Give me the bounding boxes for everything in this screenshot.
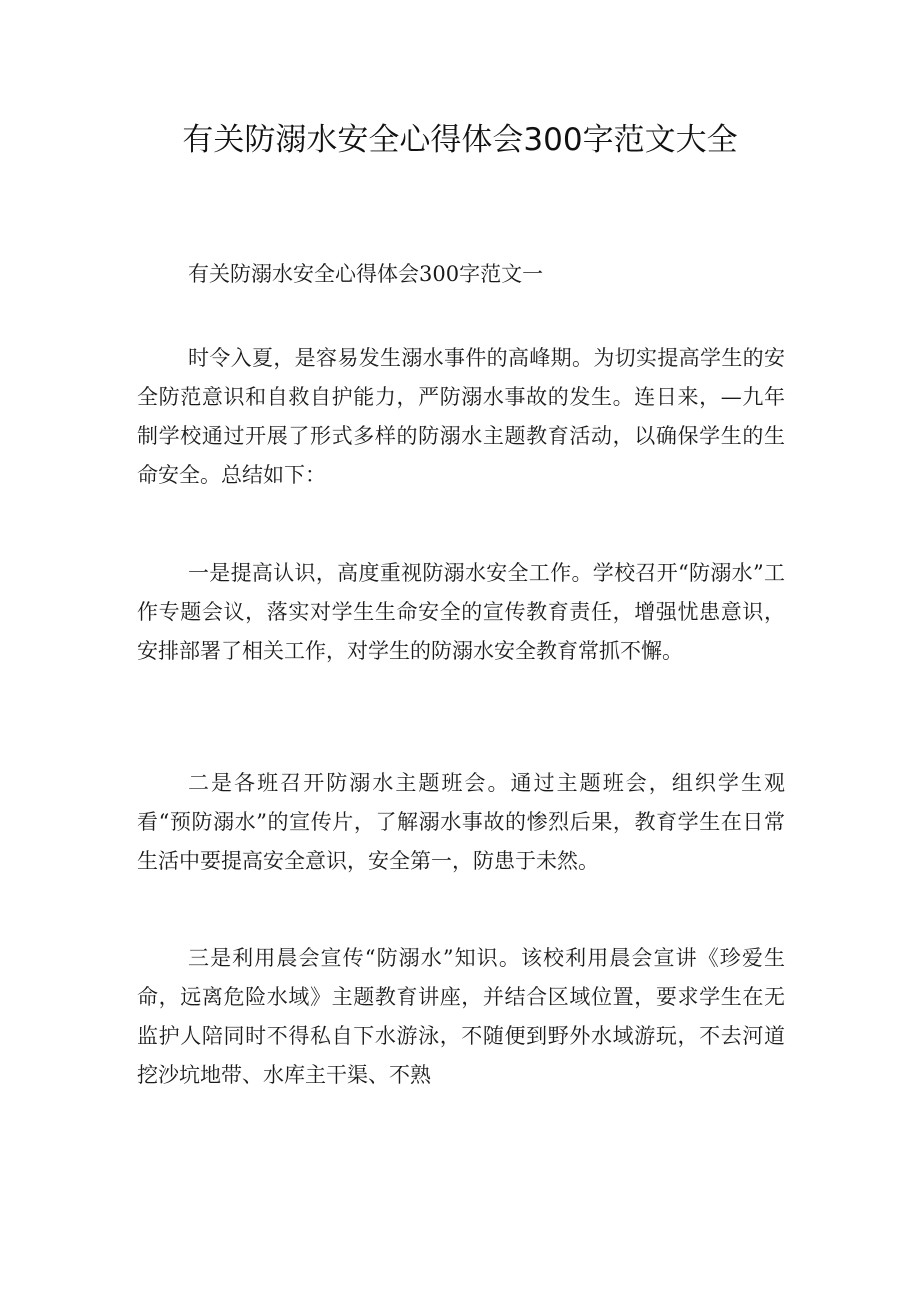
paragraph-point-one: 一是提高认识，高度重视防溺水安全工作。学校召开“防溺水”工作专题会议，落实对学生生命安全的宣传教育责任，增强忧患意识，安排部署了相关工作，对学生的防溺水安全教育常抓不懈。 bbox=[137, 561, 785, 663]
paragraph-intro: 时令入夏，是容易发生溺水事件的高峰期。为切实提高学生的安全防范意识和自救自护能力，严防溺水事故的发生。连日来，—九年制学校通过开展了形式多样的防溺水主题教育活动，以确保学生的生命安全。总结如下： bbox=[137, 346, 785, 487]
paragraph-point-three: 三是利用晨会宣传“防溺水”知识。该校利用晨会宣讲《珍爱生命，远离危险水域》主题教育讲座，并结合区域位置，要求学生在无监护人陪同时不得私自下水游泳，不随便到野外水域游玩，不去河道挖沙坑地带、水库主干渠、不熟 bbox=[137, 946, 785, 1087]
section-subtitle: 有关防溺水安全心得体会300字范文一 bbox=[188, 262, 544, 286]
document-title: 有关防溺水安全心得体会300字范文大全 bbox=[182, 122, 738, 158]
paragraph-point-two: 二是各班召开防溺水主题班会。通过主题班会，组织学生观看“预防溺水”的宣传片，了解溺水事故的惨烈后果，教育学生在日常生活中要提高安全意识，安全第一，防患于未然。 bbox=[137, 771, 785, 873]
